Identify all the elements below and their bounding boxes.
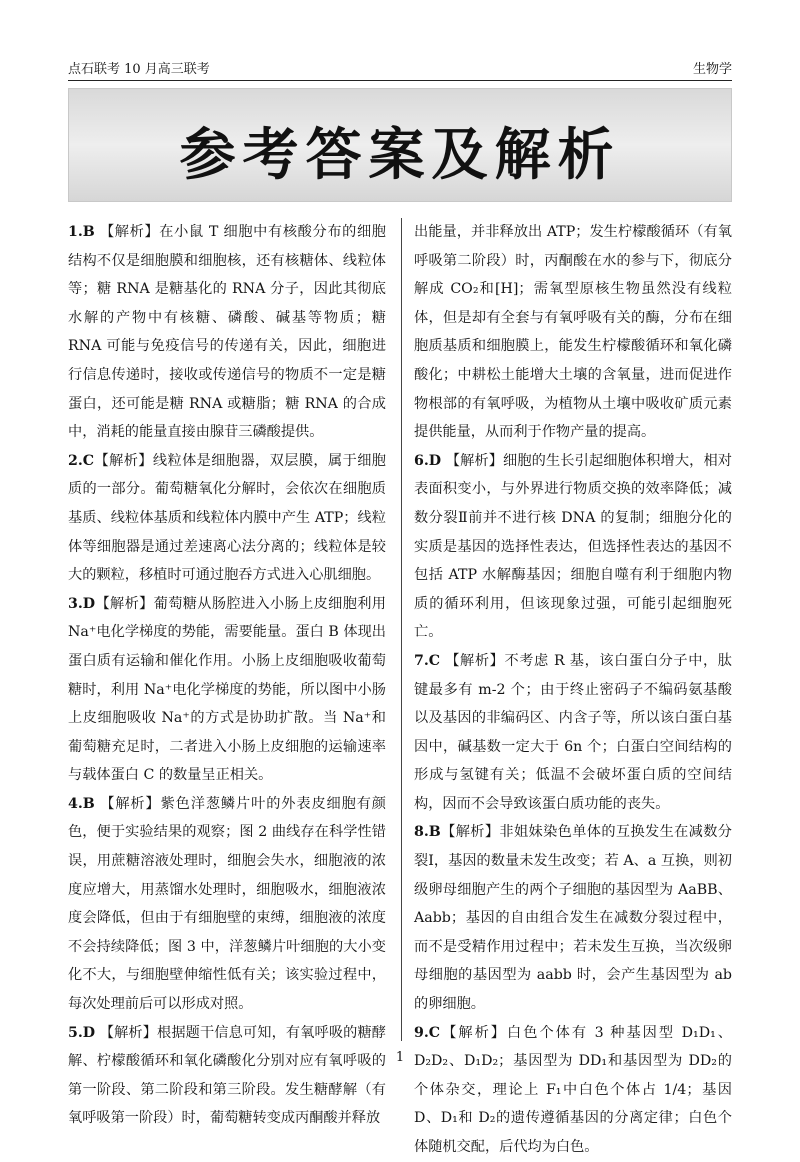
- answer-explanation: 【解析】细胞的生长引起细胞体积增大，相对表面积变小，与外界进行物质交换的效率降低；减数分裂Ⅱ前并不进行核 DNA 的复制；细胞分化的实质是基因的选择性表达，但选择性表达的基因不包括 ATP 水解酶基因；细胞自噬有利于细胞内物质的循环利用，但该现象过强，可能引起细胞死亡。: [414, 452, 732, 641]
- answer-paragraph: [68, 590, 386, 790]
- answer-paragraph: [414, 218, 732, 447]
- right-column: [414, 218, 732, 1162]
- answer-explanation: 【解析】白色个体有 3 种基因型 D₁D₁、D₂D₂、D₁D₂；基因型为 DD₁和基因型为 DD₂的个体杂交，理论上 F₁中白色个体占 1/4；基因 D、D₁和 D₂的遗传遵循基因的分离定律；白色个体随机交配，后代均为白色。: [414, 1024, 732, 1155]
- answer-number: 6.D: [414, 452, 442, 469]
- answer-number: 1.B: [68, 224, 95, 240]
- answer-number: 2.C: [68, 452, 95, 469]
- page-title: 参考答案及解析: [179, 123, 621, 188]
- answer-explanation: 【解析】不考虑 R 基，该白蛋白分子中，肽键最多有 m-2 个；由于终止密码子不编码氨基酸以及基因的非编码区、内含子等，所以该白蛋白基因中，碱基数一定大于 6n 个；白蛋白空间结构的形成与氢键有关；低温不会破坏蛋白质的空间结构，因而不会导致该蛋白质功能的丧失。: [414, 652, 732, 812]
- answer-paragraph: [414, 647, 732, 819]
- answer-paragraph: [68, 447, 386, 590]
- left-column: [68, 218, 386, 1133]
- answer-number: 7.C: [414, 652, 441, 669]
- answer-number: 4.B: [68, 795, 95, 812]
- answer-paragraph: [414, 447, 732, 647]
- answer-explanation: 【解析】线粒体是细胞器，双层膜，属于细胞质的一部分。葡萄糖氧化分解时，会依次在细胞质基质、线粒体基质和线粒体内膜中产生 ATP；线粒体等细胞器是通过差速离心法分离的；线粒体是较大的颗粒，移植时可通过胞吞方式进入心肌细胞。: [68, 452, 386, 584]
- answer-paragraph: [68, 790, 386, 1019]
- exam-name: 点石联考 10 月高三联考: [68, 62, 210, 77]
- answer-explanation: 【解析】在小鼠 T 细胞中有核酸分布的细胞结构不仅是细胞膜和细胞核，还有核糖体、线粒体等；糖 RNA 是糖基化的 RNA 分子，因此其彻底水解的产物中有核糖、磷酸、碱基等物质；糖 RNA 可能与免疫信号的传递有关，因此，细胞进行信息传递时，接收或传递信号的物质不一定是糖蛋白，还可能是糖 RNA 或糖脂；糖 RNA 的合成中，消耗的能量直接由腺苷三磷酸提供。: [68, 224, 386, 441]
- answer-explanation: 出能量，并非释放出 ATP；发生柠檬酸循环（有氧呼吸第二阶段）时，丙酮酸在水的参与下，彻底分解成 CO₂和[H]；需氧型原核生物虽然没有线粒体，但是却有全套与有氧呼吸有关的酶，分布在细胞质基质和细胞膜上，能发生柠檬酸循环和氧化磷酸化；中耕松土能增大土壤的含氧量，进而促进作物根部的有氧呼吸，为植物从土壤中吸收矿质元素提供能量，从而利于作物产量的提高。: [414, 224, 732, 441]
- answer-paragraph: [414, 1019, 732, 1162]
- answer-number: 9.C: [414, 1024, 441, 1041]
- column-divider: [401, 218, 402, 1041]
- subject-name: 生物学: [692, 62, 732, 77]
- page-number: 1: [395, 1050, 405, 1065]
- answer-explanation: 【解析】根据题干信息可知，有氧呼吸的糖酵解、柠檬酸循环和氧化磷酸化分别对应有氧呼吸的第一阶段、第二阶段和第三阶段。发生糖酵解（有氧呼吸第一阶段）时，葡萄糖转变成丙酮酸并释放: [68, 1024, 386, 1127]
- answer-paragraph: [68, 218, 386, 447]
- answer-explanation: 【解析】紫色洋葱鳞片叶的外表皮细胞有颜色，便于实验结果的观察；图 2 曲线存在科学性错误，用蔗糖溶液处理时，细胞会失水，细胞液的浓度应增大，用蒸馏水处理时，细胞吸水，细胞液浓度会降低，但由于有细胞壁的束缚，细胞液的浓度不会持续降低；图 3 中，洋葱鳞片叶细胞的大小变化不大，与细胞壁伸缩性低有关；该实验过程中，每次处理前后可以形成对照。: [68, 795, 386, 1013]
- title-banner: [68, 88, 732, 202]
- answer-number: 8.B: [414, 824, 441, 841]
- header-rule: [68, 80, 732, 81]
- answer-paragraph: [414, 818, 732, 1018]
- answer-number: 5.D: [68, 1024, 96, 1041]
- answer-paragraph: [68, 1019, 386, 1133]
- answer-number: 3.D: [68, 595, 96, 612]
- answer-explanation: 【解析】葡萄糖从肠腔进入小肠上皮细胞利用 Na⁺电化学梯度的势能，需要能量。蛋白 B 体现出蛋白质有运输和催化作用。小肠上皮细胞吸收葡萄糖时，利用 Na⁺电化学梯度的势能，所以图中小肠上皮细胞吸收 Na⁺的方式是协助扩散。当 Na⁺和葡萄糖充足时，二者进入小肠上皮细胞的运输速率与载体蛋白 C 的数量呈正相关。: [68, 595, 386, 784]
- page-header: [68, 56, 732, 78]
- answer-explanation: 【解析】非姐妹染色单体的互换发生在减数分裂Ⅰ，基因的数量未发生改变；若 A、a 互换，则初级卵母细胞产生的两个子细胞的基因型为 AaBB、Aabb；基因的自由组合发生在减数分裂过程中，而不是受精作用过程中；若未发生互换，当次级卵母细胞的基因型为 aabb 时，会产生基因型为 ab 的卵细胞。: [414, 824, 732, 1013]
